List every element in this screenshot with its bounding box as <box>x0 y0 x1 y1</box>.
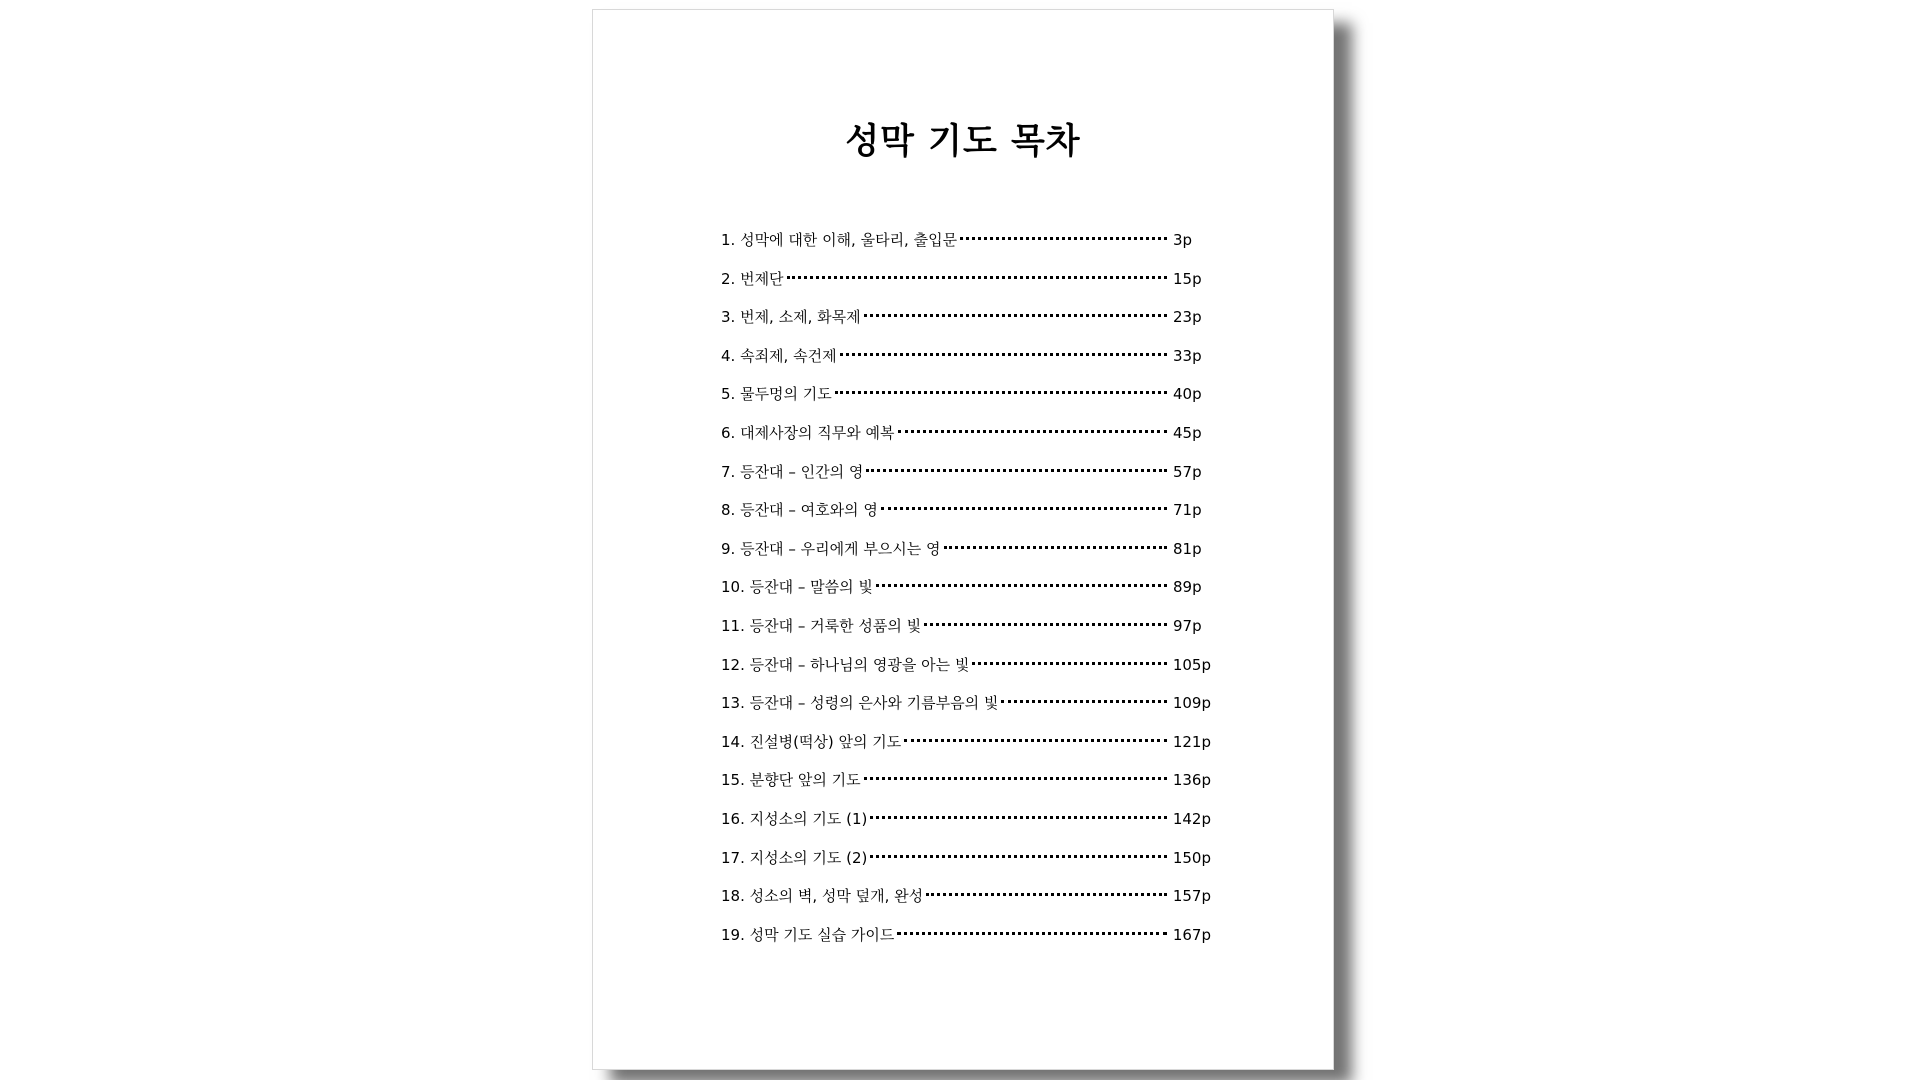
toc-entry <box>721 769 1211 808</box>
toc-entry <box>721 383 1211 422</box>
toc-entry-label: 3. 번제, 소제, 화목제 <box>721 308 861 327</box>
toc-entry-label: 17. 지성소의 기도 (2) <box>721 848 868 867</box>
toc-entry-label: 10. 등잔대 – 말씀의 빛 <box>721 578 873 597</box>
toc-entry-label: 5. 물두멍의 기도 <box>721 385 832 404</box>
toc-entry <box>721 654 1211 693</box>
toc-entry-label: 12. 등잔대 – 하나님의 영광을 아는 빛 <box>721 655 970 674</box>
toc-entry <box>721 885 1211 924</box>
toc-entry-label: 8. 등잔대 – 여호와의 영 <box>721 501 878 520</box>
toc-entry-label: 11. 등잔대 – 거룩한 성품의 빛 <box>721 616 922 635</box>
toc-entry <box>721 268 1211 307</box>
toc-entry-page-number: 150p <box>1172 848 1211 867</box>
toc-entry-page-number: 3p <box>1173 231 1193 249</box>
toc-entry-page-number: 167p <box>1172 925 1211 944</box>
toc-entry <box>721 847 1211 886</box>
dot-leader <box>881 507 1167 510</box>
toc-entry-page-number: 109p <box>1172 694 1211 713</box>
dot-leader <box>866 469 1167 472</box>
toc-entry-label: 14. 진설병(떡상) 앞의 기도 <box>721 732 902 751</box>
document-page <box>592 9 1334 1070</box>
toc-entry-page-number: 57p <box>1173 462 1202 481</box>
toc-entry <box>721 576 1211 615</box>
dot-leader <box>897 932 1167 935</box>
dot-leader <box>944 546 1167 549</box>
toc-entry <box>721 538 1211 577</box>
dot-leader <box>972 662 1167 665</box>
dot-leader <box>960 237 1167 240</box>
dot-leader <box>840 353 1167 356</box>
toc-entry <box>721 731 1211 770</box>
toc-entry <box>721 924 1211 963</box>
toc-entry-page-number: 45p <box>1173 423 1202 442</box>
toc-entry-page-number: 89p <box>1173 578 1202 597</box>
toc-entry-page-number: 105p <box>1172 655 1211 674</box>
toc-entry <box>721 422 1211 461</box>
dot-leader <box>876 584 1167 587</box>
dot-leader <box>870 816 1166 819</box>
table-of-contents <box>721 229 1211 962</box>
toc-entry-label: 19. 성막 기도 실습 가이드 <box>721 925 895 944</box>
toc-entry-label: 16. 지성소의 기도 (1) <box>721 809 868 828</box>
toc-entry-page-number: 81p <box>1173 539 1202 558</box>
dot-leader <box>864 314 1167 317</box>
toc-entry-page-number: 97p <box>1173 616 1202 635</box>
toc-entry-page-number: 23p <box>1173 308 1202 327</box>
toc-entry <box>721 499 1211 538</box>
dot-leader <box>898 430 1167 433</box>
toc-entry-label: 7. 등잔대 – 인간의 영 <box>721 462 864 481</box>
toc-entry-label: 6. 대제사장의 직무와 예복 <box>721 423 895 442</box>
toc-entry-page-number: 121p <box>1172 732 1211 751</box>
toc-entry-page-number: 136p <box>1172 771 1211 790</box>
toc-entry-page-number: 15p <box>1173 269 1202 288</box>
dot-leader <box>926 893 1167 896</box>
toc-entry-label: 2. 번제단 <box>721 269 784 288</box>
dot-leader <box>924 623 1167 626</box>
toc-entry-page-number: 33p <box>1173 346 1202 365</box>
dot-leader <box>904 739 1167 742</box>
dot-leader <box>864 777 1167 780</box>
toc-entry <box>721 229 1211 268</box>
toc-entry-label: 18. 성소의 벽, 성막 덮개, 완성 <box>721 887 924 906</box>
toc-entry-page-number: 157p <box>1172 887 1211 906</box>
toc-entry-label: 4. 속죄제, 속건제 <box>721 346 837 365</box>
toc-entry <box>721 345 1211 384</box>
dot-leader <box>1001 700 1167 703</box>
toc-entry-label: 15. 분향단 앞의 기도 <box>721 771 861 790</box>
toc-entry-label: 1. 성막에 대한 이해, 울타리, 출입문 <box>721 231 958 249</box>
page-title: 성막 기도 목차 <box>845 122 1081 162</box>
toc-entry <box>721 808 1211 847</box>
toc-entry-page-number: 40p <box>1173 385 1202 404</box>
toc-entry-page-number: 71p <box>1173 501 1202 520</box>
toc-entry <box>721 461 1211 500</box>
toc-entry <box>721 615 1211 654</box>
toc-entry <box>721 692 1211 731</box>
toc-entry <box>721 306 1211 345</box>
dot-leader <box>870 855 1166 858</box>
dot-leader <box>787 276 1167 279</box>
toc-entry-label: 13. 등잔대 – 성령의 은사와 기름부음의 빛 <box>721 694 999 713</box>
toc-entry-label: 9. 등잔대 – 우리에게 부으시는 영 <box>721 539 941 558</box>
dot-leader <box>835 391 1167 394</box>
toc-entry-page-number: 142p <box>1172 809 1211 828</box>
